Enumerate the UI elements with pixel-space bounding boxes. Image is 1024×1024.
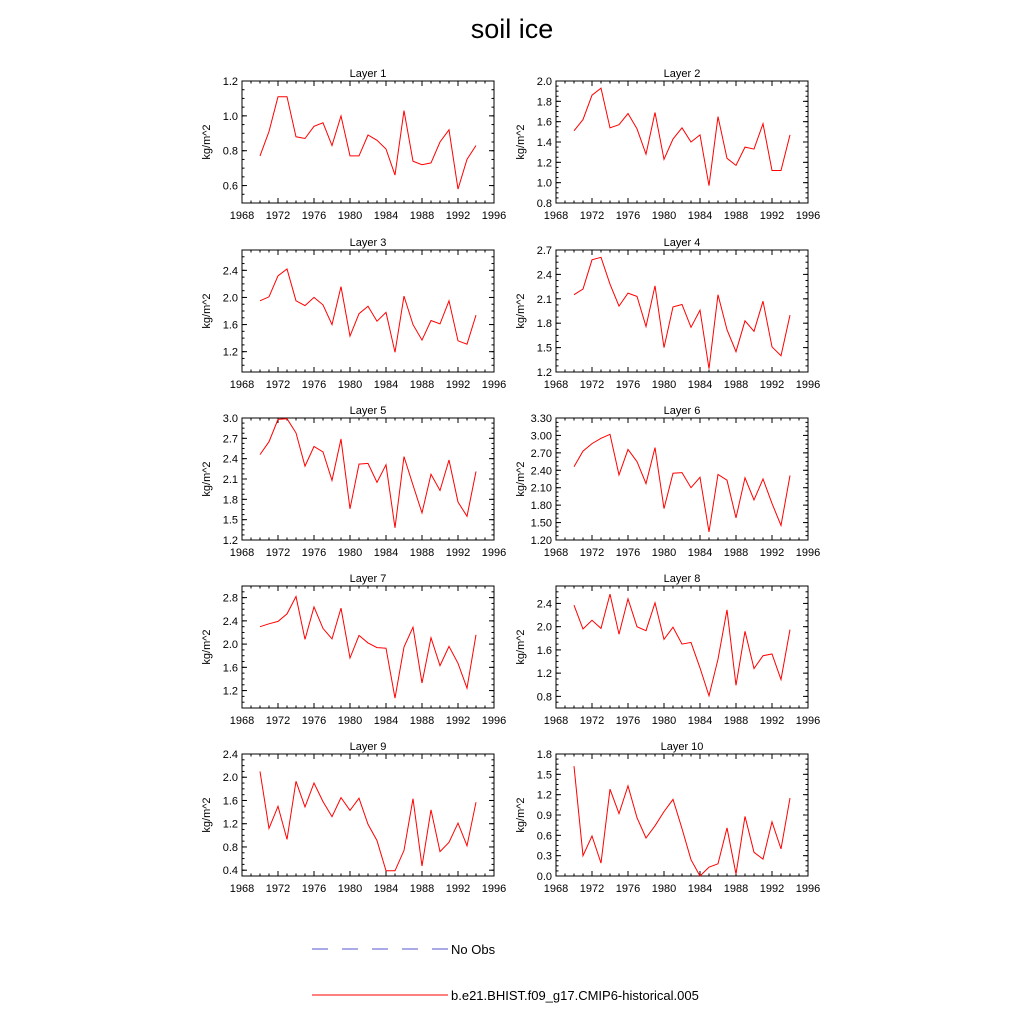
panel-frame: [556, 418, 808, 540]
x-tick-label: 1972: [265, 210, 291, 222]
panel-frame: [556, 586, 808, 708]
y-tick-label: 2.7: [222, 433, 238, 446]
x-tick-label: 1996: [795, 210, 821, 222]
x-tick-label: 1968: [229, 379, 255, 391]
y-tick-label: 1.5: [222, 514, 238, 527]
x-tick-label: 1988: [409, 379, 435, 391]
y-tick-label: 1.5: [536, 769, 552, 782]
y-tick-label: 0.8: [222, 841, 238, 854]
panel-frame: [556, 81, 808, 203]
x-tick-label: 1980: [651, 547, 677, 559]
x-tick-label: 1968: [543, 883, 569, 895]
x-tick-label: 1988: [409, 547, 435, 559]
legend-swatch-no-obs: [312, 944, 452, 954]
x-tick-label: 1984: [373, 547, 399, 559]
y-tick-label: 2.4: [222, 265, 238, 278]
x-tick-label: 1996: [481, 379, 507, 391]
x-tick-label: 1992: [759, 379, 785, 391]
y-tick-label: 1.6: [222, 662, 238, 675]
x-tick-label: 1980: [337, 715, 363, 727]
x-tick-label: 1976: [301, 883, 327, 895]
panel-title: Layer 5: [349, 405, 387, 417]
panel-frame: [242, 250, 494, 372]
series-line: [574, 88, 790, 186]
y-tick-label: 1.6: [536, 644, 552, 657]
x-tick-label: 1980: [651, 883, 677, 895]
y-tick-label: 1.8: [536, 96, 552, 109]
y-tick-label: 0.9: [536, 810, 552, 822]
x-tick-label: 1988: [409, 883, 435, 895]
x-tick-label: 1992: [759, 715, 785, 727]
y-tick-label: 2.0: [222, 292, 238, 305]
y-tick-label: 1.2: [222, 685, 238, 698]
y-tick-label: 2.1: [536, 293, 552, 306]
x-tick-label: 1972: [265, 547, 291, 559]
x-tick-label: 1996: [481, 547, 507, 559]
y-tick-label: 1.6: [222, 795, 238, 808]
series-line: [260, 97, 476, 189]
x-tick-label: 1980: [337, 883, 363, 895]
x-tick-label: 1972: [579, 210, 605, 222]
y-tick-label: 1.2: [222, 535, 238, 547]
panel-frame: [242, 586, 494, 708]
x-tick-label: 1984: [373, 883, 399, 895]
x-tick-label: 1968: [229, 883, 255, 895]
y-tick-label: 2.0: [222, 639, 238, 652]
series-line: [574, 434, 790, 532]
y-tick-label: 1.6: [536, 116, 552, 129]
x-tick-label: 1968: [229, 210, 255, 222]
y-axis-label: kg/m^2: [201, 124, 213, 160]
y-tick-label: 2.0: [536, 621, 552, 634]
x-tick-label: 1992: [445, 715, 471, 727]
legend-label-no-obs: No Obs: [451, 942, 496, 957]
y-tick-label: 0.8: [222, 145, 238, 158]
x-tick-label: 1968: [543, 547, 569, 559]
y-axis-label: kg/m^2: [515, 629, 527, 665]
y-tick-label: 0.3: [536, 850, 552, 863]
panel-9: [201, 741, 506, 895]
panel-frame: [242, 418, 494, 540]
x-tick-label: 1984: [687, 210, 713, 222]
x-tick-label: 1984: [687, 379, 713, 391]
panel-frame: [242, 754, 494, 876]
x-tick-label: 1972: [579, 883, 605, 895]
x-tick-label: 1996: [795, 883, 821, 895]
panel-frame: [242, 81, 494, 203]
x-tick-label: 1972: [579, 379, 605, 391]
x-tick-label: 1988: [723, 210, 749, 222]
y-tick-label: 2.4: [222, 453, 238, 466]
x-tick-label: 1996: [795, 547, 821, 559]
x-tick-label: 1996: [795, 715, 821, 727]
x-tick-label: 1968: [543, 715, 569, 727]
y-axis-label: kg/m^2: [515, 293, 527, 329]
y-tick-label: 0.0: [536, 871, 552, 883]
y-tick-label: 0.6: [536, 830, 552, 843]
x-tick-label: 1976: [615, 210, 641, 222]
legend-swatch-model: [312, 990, 452, 1000]
y-tick-label: 1.8: [222, 494, 238, 507]
x-tick-label: 1972: [579, 547, 605, 559]
x-tick-label: 1988: [723, 883, 749, 895]
panel-1: [201, 68, 506, 222]
x-tick-label: 1996: [481, 883, 507, 895]
x-tick-label: 1988: [723, 715, 749, 727]
y-axis-label: kg/m^2: [201, 293, 213, 329]
y-tick-label: 2.0: [222, 772, 238, 785]
x-tick-label: 1996: [481, 715, 507, 727]
x-tick-label: 1972: [579, 715, 605, 727]
y-tick-label: 1.5: [536, 342, 552, 355]
y-tick-label: 1.2: [536, 789, 552, 802]
y-tick-label: 0.8: [536, 198, 552, 210]
y-axis-label: kg/m^2: [201, 797, 213, 833]
y-tick-label: 1.8: [536, 749, 552, 761]
y-axis-label: kg/m^2: [515, 461, 527, 497]
x-tick-label: 1980: [651, 715, 677, 727]
x-tick-label: 1976: [615, 379, 641, 391]
x-tick-label: 1968: [229, 547, 255, 559]
x-tick-label: 1988: [409, 210, 435, 222]
x-tick-label: 1984: [687, 547, 713, 559]
panel-2: [515, 68, 820, 222]
y-tick-label: 0.8: [536, 691, 552, 704]
y-tick-label: 2.8: [222, 592, 238, 605]
x-tick-label: 1972: [265, 883, 291, 895]
x-tick-label: 1988: [723, 379, 749, 391]
y-tick-label: 2.7: [536, 245, 552, 257]
x-tick-label: 1988: [409, 715, 435, 727]
x-tick-label: 1980: [651, 379, 677, 391]
x-tick-label: 1976: [301, 547, 327, 559]
series-line: [260, 269, 476, 352]
x-tick-label: 1984: [373, 715, 399, 727]
series-line: [260, 419, 476, 528]
x-tick-label: 1976: [301, 210, 327, 222]
y-tick-label: 0.6: [222, 180, 238, 193]
panel-title: Layer 4: [663, 237, 701, 249]
y-tick-label: 1.2: [222, 818, 238, 831]
y-tick-label: 1.80: [530, 500, 552, 513]
x-tick-label: 1968: [543, 379, 569, 391]
panel-3: [201, 237, 506, 391]
y-axis-label: kg/m^2: [515, 124, 527, 160]
panel-title: Layer 7: [349, 573, 387, 585]
y-tick-label: 1.2: [222, 76, 238, 88]
y-tick-label: 1.4: [536, 137, 552, 149]
x-tick-label: 1976: [615, 715, 641, 727]
x-tick-label: 1992: [445, 883, 471, 895]
y-tick-label: 2.4: [536, 598, 552, 611]
x-tick-label: 1976: [615, 547, 641, 559]
y-tick-label: 2.70: [530, 447, 552, 460]
x-tick-label: 1992: [759, 210, 785, 222]
y-tick-label: 0.4: [222, 865, 238, 878]
x-tick-label: 1972: [265, 379, 291, 391]
series-line: [260, 597, 476, 699]
y-tick-label: 1.0: [536, 177, 552, 190]
panel-5: [201, 405, 506, 559]
y-tick-label: 2.1: [222, 474, 238, 486]
panel-8: [515, 573, 820, 727]
y-tick-label: 3.00: [530, 430, 552, 443]
y-tick-label: 1.2: [536, 367, 552, 379]
y-tick-label: 2.0: [536, 76, 552, 88]
x-tick-label: 1976: [615, 883, 641, 895]
y-tick-label: 2.10: [530, 482, 552, 495]
x-tick-label: 1972: [265, 715, 291, 727]
panel-title: Layer 10: [660, 741, 704, 753]
y-axis-label: kg/m^2: [201, 461, 213, 497]
x-tick-label: 1992: [445, 379, 471, 391]
y-tick-label: 1.2: [536, 668, 552, 681]
x-tick-label: 1968: [543, 210, 569, 222]
x-tick-label: 1976: [301, 379, 327, 391]
panel-7: [201, 573, 506, 727]
x-tick-label: 1980: [337, 210, 363, 222]
x-tick-label: 1976: [301, 715, 327, 727]
x-tick-label: 1984: [687, 715, 713, 727]
y-tick-label: 1.2: [222, 346, 238, 359]
y-tick-label: 2.4: [536, 269, 552, 282]
x-tick-label: 1992: [445, 547, 471, 559]
x-tick-label: 1984: [373, 210, 399, 222]
x-tick-label: 1988: [723, 547, 749, 559]
panel-title: Layer 3: [349, 237, 387, 249]
panel-title: Layer 9: [349, 741, 387, 753]
legend-label-model: b.e21.BHIST.f09_g17.CMIP6-historical.005: [451, 988, 699, 1003]
panel-4: [515, 237, 820, 391]
y-axis-label: kg/m^2: [201, 629, 213, 665]
y-axis-label: kg/m^2: [515, 797, 527, 833]
x-tick-label: 1980: [651, 210, 677, 222]
y-tick-label: 1.20: [530, 535, 552, 547]
y-tick-label: 1.6: [222, 319, 238, 332]
series-line: [574, 594, 790, 696]
panel-title: Layer 2: [663, 68, 701, 80]
panel-6: [515, 405, 820, 559]
panel-frame: [556, 754, 808, 876]
y-tick-label: 1.8: [536, 318, 552, 331]
x-tick-label: 1980: [337, 379, 363, 391]
x-tick-label: 1980: [337, 547, 363, 559]
y-tick-label: 2.4: [222, 615, 238, 628]
panel-title: Layer 1: [349, 68, 387, 80]
y-tick-label: 3.30: [530, 413, 552, 425]
x-tick-label: 1984: [687, 883, 713, 895]
panel-title: Layer 8: [663, 573, 701, 585]
panel-10: [515, 741, 820, 895]
panel-title: Layer 6: [663, 405, 701, 417]
x-tick-label: 1992: [759, 547, 785, 559]
x-tick-label: 1984: [373, 379, 399, 391]
x-tick-label: 1992: [445, 210, 471, 222]
series-line: [260, 771, 476, 870]
x-tick-label: 1996: [481, 210, 507, 222]
y-tick-label: 1.2: [536, 157, 552, 170]
y-tick-label: 2.4: [222, 749, 238, 761]
x-tick-label: 1996: [795, 379, 821, 391]
y-tick-label: 1.50: [530, 517, 552, 530]
y-tick-label: 3.0: [222, 413, 238, 425]
figure-title: soil ice: [470, 14, 554, 44]
panel-frame: [556, 250, 808, 372]
series-line: [574, 766, 790, 876]
x-tick-label: 1968: [229, 715, 255, 727]
x-tick-label: 1992: [759, 883, 785, 895]
y-tick-label: 2.40: [530, 465, 552, 478]
series-line: [574, 257, 790, 368]
y-tick-label: 1.0: [222, 110, 238, 123]
